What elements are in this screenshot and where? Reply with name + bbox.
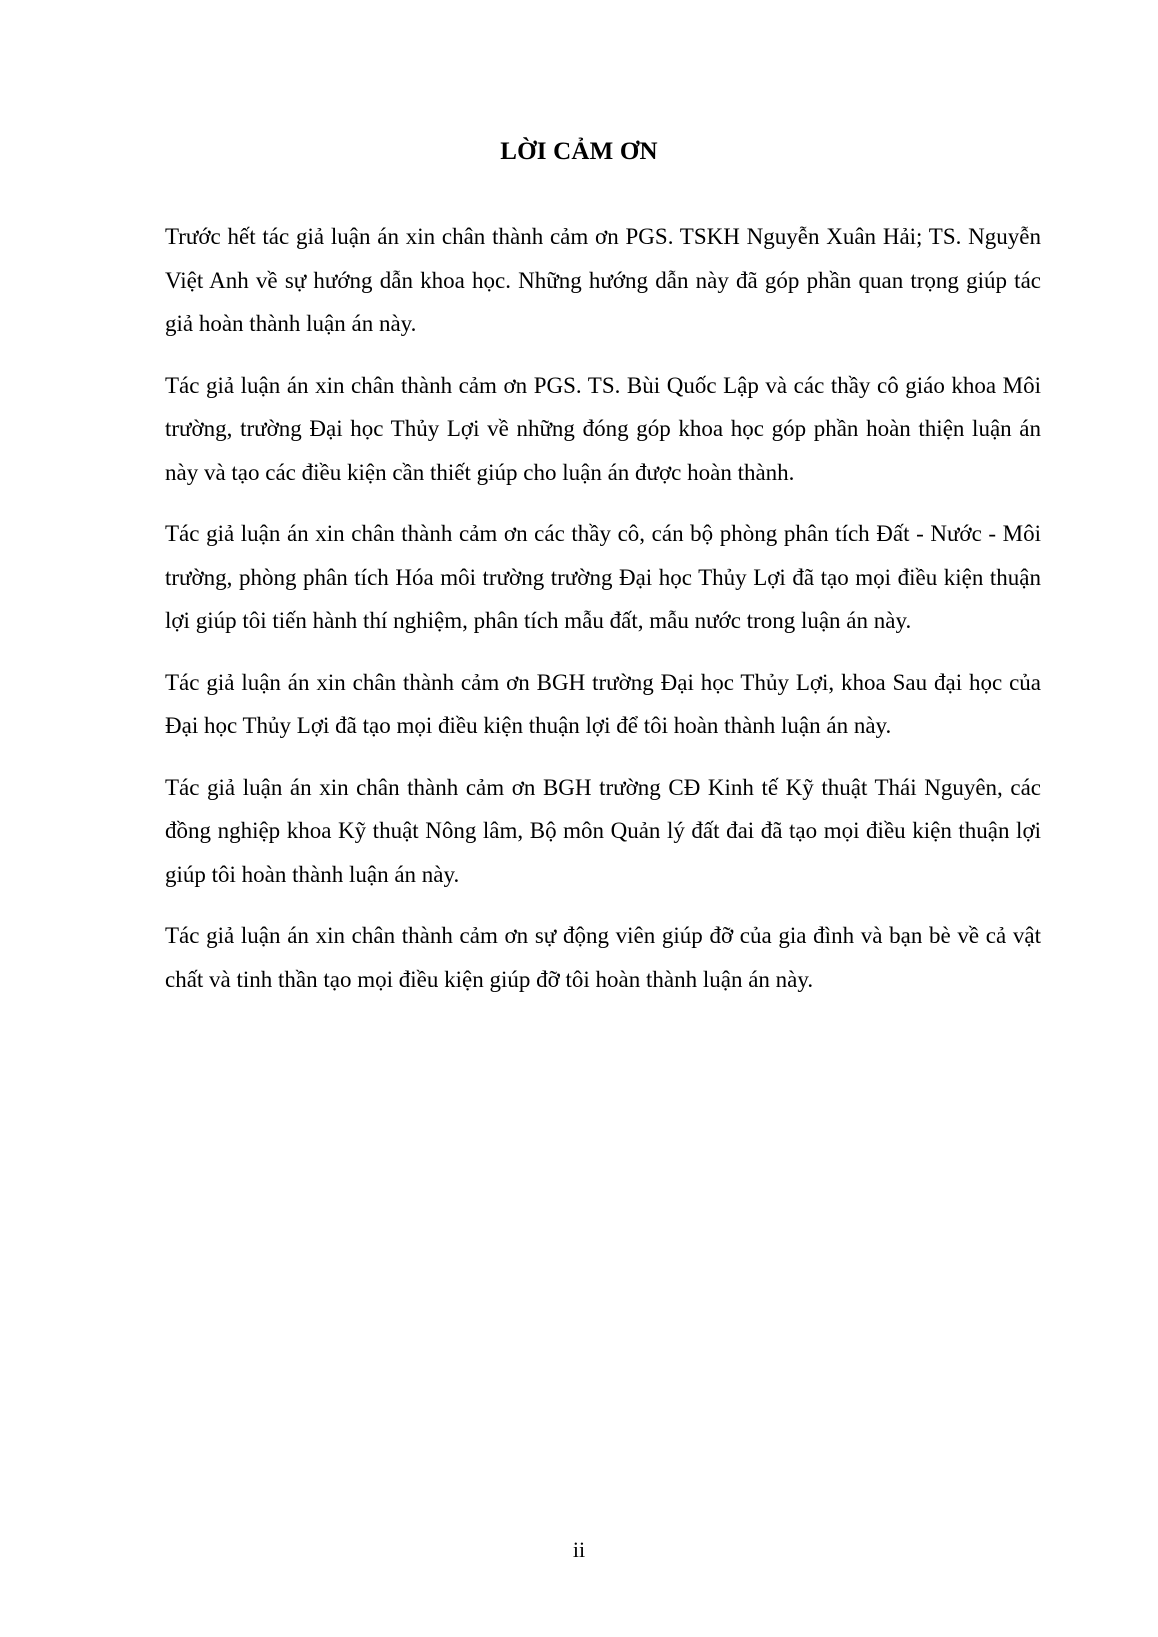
page-number: ii <box>572 1537 586 1562</box>
page-title: LỜI CẢM ƠN <box>500 138 658 165</box>
paragraph-1: Trước hết tác giả luận án xin chân thành cảm ơn PGS. TSKH Nguyễn Xuân Hải; TS. Nguyễn Việt Anh về sự hướng dẫn khoa học. Những hướng dẫn này đã góp phần quan trọng giúp tác giả hoàn thành luận án này. <box>165 224 1041 336</box>
paragraph-4: Tác giả luận án xin chân thành cảm ơn BGH trường Đại học Thủy Lợi, khoa Sau đại học của Đại học Thủy Lợi đã tạo mọi điều kiện thuận lợi để tôi hoàn thành luận án này. <box>165 669 1041 738</box>
paragraph-5: Tác giả luận án xin chân thành cảm ơn BGH trường CĐ Kinh tế Kỹ thuật Thái Nguyên, các đồng nghiệp khoa Kỹ thuật Nông lâm, Bộ môn Quản lý đất đai đã tạo mọi điều kiện thuận lợi giúp tôi hoàn thành luận án này. <box>165 774 1041 887</box>
paragraph-3: Tác giả luận án xin chân thành cảm ơn các thầy cô, cán bộ phòng phân tích Đất - Nước - Môi trường, phòng phân tích Hóa môi trường trường Đại học Thủy Lợi đã tạo mọi điều kiện thuận lợi giúp tôi tiến hành thí nghiệm, phân tích mẫu đất, mẫu nước trong luận án này. <box>165 521 1041 633</box>
paragraph-6: Tác giả luận án xin chân thành cảm ơn sự động viên giúp đỡ của gia đình và bạn bè về cả vật chất và tinh thần tạo mọi điều kiện giúp đỡ tôi hoàn thành luận án này. <box>165 923 1041 992</box>
paragraph-2: Tác giả luận án xin chân thành cảm ơn PGS. TS. Bùi Quốc Lập và các thầy cô giáo khoa Môi trường, trường Đại học Thủy Lợi về những đóng góp khoa học góp phần hoàn thiện luận án này và tạo các điều kiện cần thiết giúp cho luận án được hoàn thành. <box>165 372 1041 485</box>
acknowledgement-body <box>165 215 1041 1019</box>
